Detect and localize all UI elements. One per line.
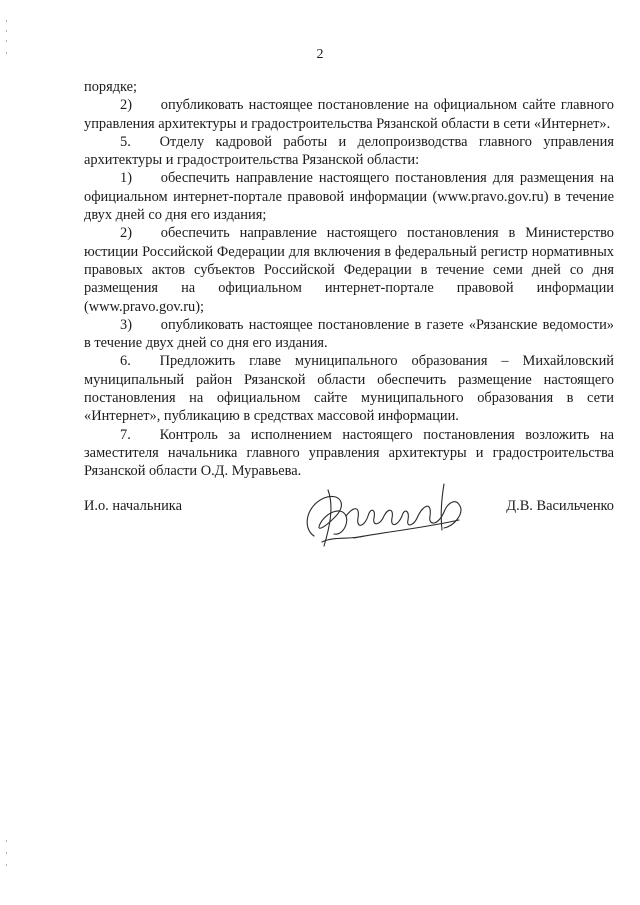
scan-edge-marks (4, 0, 10, 905)
paragraph-5-3: 3) опубликовать настоящее постановление в газете «Рязанские ведомости» в течение двух дней со дня его издания. (84, 316, 614, 352)
paragraph-5: 5. Отделу кадровой работы и делопроизводства главного управления архитектуры и градостроительства Рязанской области: (84, 133, 614, 169)
paragraph-7: 7. Контроль за исполнением настоящего постановления возложить на заместителя начальника главного управления архитектуры и градостроительства Рязанской области О.Д. Муравьева. (84, 426, 614, 480)
handwritten-signature (294, 476, 469, 556)
paragraph-5-2: 2) обеспечить направление настоящего постановления в Министерство юстиции Российской Федерации для включения в федеральный регистр нормативных правовых актов субъектов Российской Федерации в течение семи дней со дня размещения на официальном интернет-портале правовой информации (www.pravo.gov.ru); (84, 225, 614, 315)
paragraph-4-2: 2) опубликовать настоящее постановление на официальном сайте главного управления архитектуры и градостроительства Рязанской области в сети «Интернет». (84, 97, 614, 132)
signatory-position: И.о. начальника (84, 498, 182, 514)
signature-block (84, 498, 614, 558)
paragraph-5-1: 1) обеспечить направление настоящего постановления для размещения на официальном интернет-портале правовой информации (www.pravo.gov.ru) в течение двух дней со дня его издания; (84, 170, 614, 224)
paragraph-6: 6. Предложить главе муниципального образования – Михайловский муниципальный район Рязанской области обеспечить размещение настоящего постановления на официальном сайте муниципального образования в сети «Интернет», публикацию в средствах массовой информации. (84, 353, 614, 425)
paragraph-continuation: порядке; (84, 79, 138, 95)
document-body (84, 78, 614, 481)
page-number: 2 (316, 47, 324, 62)
signatory-name: Д.В. Васильченко (506, 498, 614, 514)
